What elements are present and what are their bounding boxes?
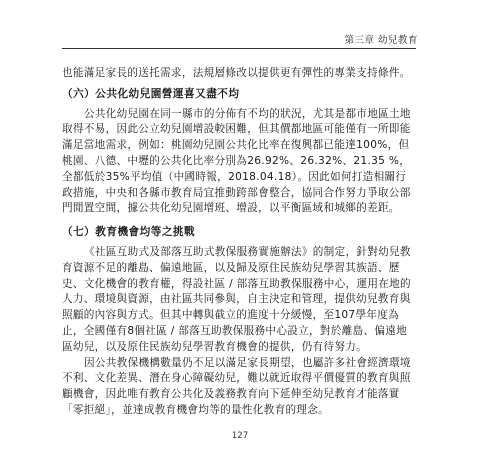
section-heading-7: （七）教育機會均等之挑戰 — [62, 226, 196, 239]
page-number: 127 — [231, 431, 249, 441]
header-rule — [62, 48, 416, 49]
section-heading-6: （六）公共化幼兒園營運喜又盡不均 — [62, 87, 240, 100]
running-header: 第三章 幼兒教育 — [344, 35, 418, 46]
paragraph-community-services: 《社區互助式及部落互助式教保服務實施辦法》的制定，針對幼兒教育資源不足的離島、偏遠地區，以及歸及原住民族幼兒學習其族語、歷史、文化機會的教育權，得設社區 / 部落互助教保服務中心，運用在地的人力、環境與資源，由社區共同參與，自主決定和管理，提供幼兒教育與照顧的內容與方式。但其中轉與截立的進度十分緩慢，至107學年度為止，全國僅有8個社區 / 部落互助教保服務中心設立，對於離島、偏遠地區幼兒，以及原住民族幼兒學習教育機會的提供，仍有待努力。 — [62, 245, 411, 353]
paragraph-continuation: 也能滿足家長的送托需求，法規層條改以提供更有彈性的專業支持條件。 — [62, 67, 411, 79]
paragraph-public-distribution: 公共化幼兒園在同一縣市的分佈有不均的狀況，尤其是都市地區土地取得不易，因此公立幼兒園增設較困難，但其價都地區可能僅有一所即能滿足當地需求，例如：桃園幼兒園公共化比率在復興都已能達100%，但桃園、八德、中壢的公共化比率分別為26.92%、26.32%、21.35 %，全都低於35%平均值（中國時報，2018.04.18）。因此如何打造相關行政措施，中央和各縣市教育局宜推動跨部會整合，協同合作努力爭取公部門閒置空間，據公共化幼兒園增班、增設，以平衡區域和城鄉的差距。 — [62, 107, 411, 215]
body-text — [62, 66, 416, 419]
paragraph-equal-opportunity: 因公共教保機構數量仍不足以滿足家長期望，也屬許多社會經濟環境不利、文化差異、潛在身心障礙幼兒，難以就近取得平價優質的教育與照顧機會，因此唯有教育公共化及義務教育向下延伸至幼兒教育才能落實「零拒絕」，並達成教育機會均等的量性化教育的理念。 — [62, 356, 411, 416]
